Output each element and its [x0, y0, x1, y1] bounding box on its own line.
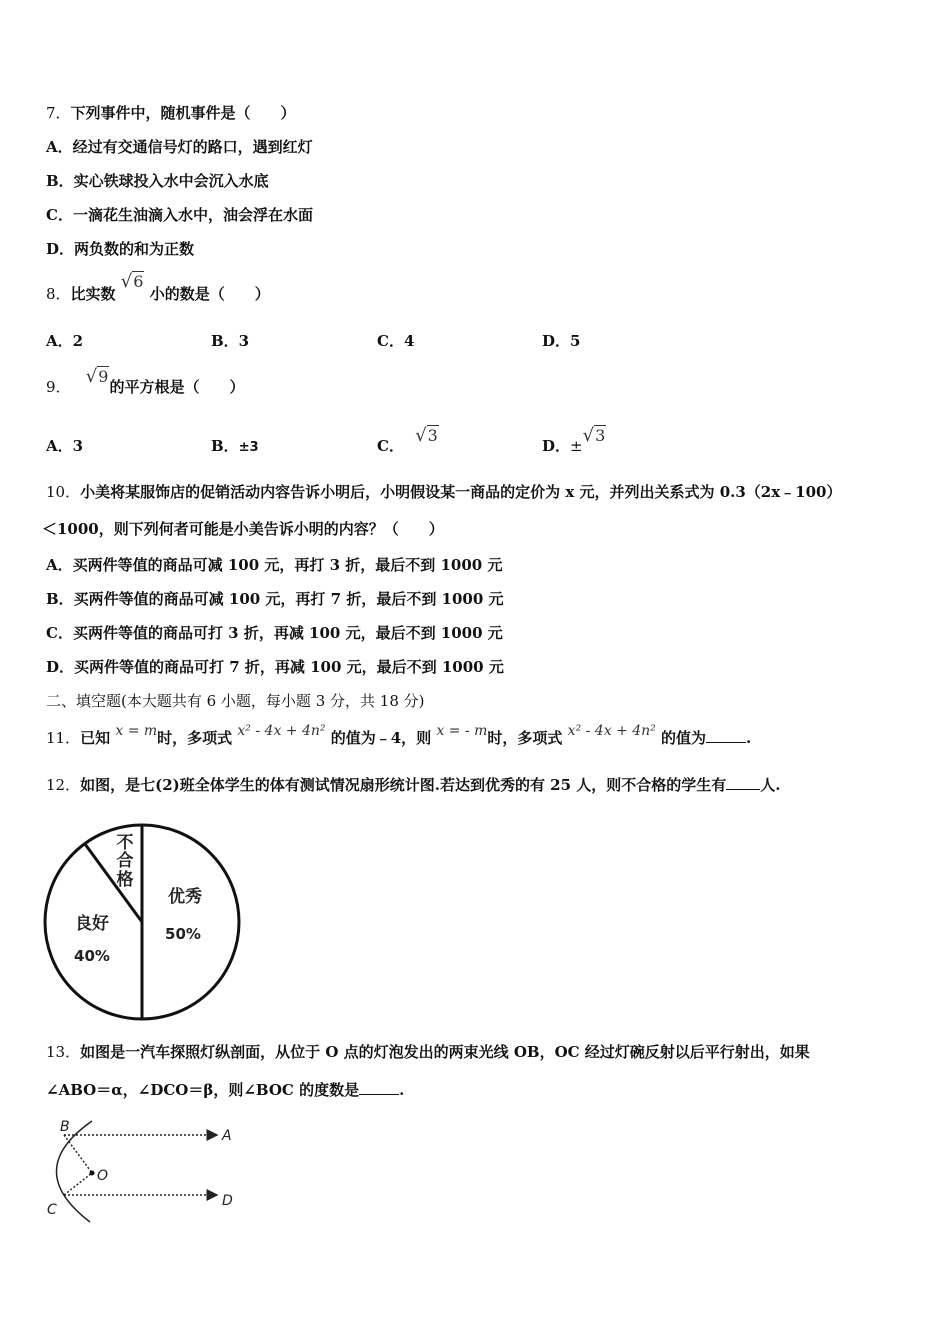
sqrt3-radicand-d: 3 [595, 426, 606, 445]
sqrt3-expression-d: √3 [582, 425, 606, 446]
q10-option-a: A．买两件等值的商品可减 100 元，再打 3 折，最后不到 1000 元 [46, 556, 503, 574]
plus-minus-sign: ± [570, 437, 583, 455]
q13-stem-line2 [46, 1080, 404, 1100]
q9-number: 9． [46, 378, 71, 396]
q13-answer-blank[interactable] [359, 1080, 399, 1095]
q10-option-c: C．买两件等值的商品可打 3 折，再减 100 元，最后不到 1000 元 [46, 624, 503, 642]
pie-label-fail-char2: 合 [116, 851, 134, 871]
q10-option-d: D．买两件等值的商品可打 7 折，再减 100 元，最后不到 1000 元 [46, 658, 504, 676]
q9-post: 的平方根是（ ） [109, 378, 245, 396]
q11-part4: 时，多项式 [487, 729, 563, 747]
q8-number: 8． [46, 285, 71, 303]
label-d: D [222, 1193, 233, 1209]
reflector-curve [56, 1121, 92, 1222]
q12-stem [46, 775, 781, 795]
q11-polynomial1: x² - 4x + 4n² [237, 723, 326, 739]
q7-option-c: C．一滴花生油滴入水中，油会浮在水面 [46, 206, 313, 224]
pie-label-fail-char1: 不 [116, 833, 134, 853]
q11-part2: 时，多项式 [157, 729, 233, 747]
q9-option-c-label: C． [377, 437, 404, 455]
point-o [90, 1171, 95, 1176]
q8-option-a: A．2 [46, 332, 84, 350]
sqrt3-radicand: 3 [427, 426, 438, 445]
q12-unit: 人. [760, 776, 781, 794]
q7-option-b: B．实心铁球投入水中会沉入水底 [46, 172, 269, 190]
q11-condition1: x = m [115, 723, 158, 739]
pie-chart-figure [40, 818, 246, 1024]
sqrt6-expression: √6 [120, 271, 144, 292]
ray-o-to-c [64, 1173, 92, 1195]
q8-option-d: D．5 [542, 332, 581, 350]
q7-number: 7． [46, 104, 71, 122]
q11-part5: 的值为 [661, 729, 707, 747]
label-b: B [60, 1119, 70, 1135]
sqrt3-expression: √3 [415, 425, 438, 446]
q13-period: . [399, 1081, 405, 1099]
pie-label-fail-char3: 格 [116, 870, 134, 890]
q7-stem [46, 103, 296, 123]
q10-stem-line2: ＜1000，则下列何者可能是小美告诉小明的内容？（ ） [42, 520, 444, 538]
q7-option-d: D．两负数的和为正数 [46, 240, 195, 258]
sqrt6-radicand: 6 [133, 272, 144, 291]
q11-number: 11． [46, 729, 81, 747]
pie-pct-good: 40% [74, 947, 110, 965]
q12-answer-blank[interactable] [726, 775, 760, 790]
q7-option-a: A．经过有交通信号灯的路口，遇到红灯 [46, 138, 313, 156]
q9-option-b-label: B． [211, 437, 239, 455]
q10-text-line1: 小美将某服饰店的促销活动内容告诉小明后，小明假设某一商品的定价为 x 元，并列出关系式为 0.3（2x﹣100） [80, 483, 842, 501]
q13-text-line1: 如图是一汽车探照灯纵剖面，从位于 O 点的灯泡发出的两束光线 OB，OC 经过灯碗反射以后平行射出，如果 [80, 1043, 810, 1061]
label-c: C [47, 1202, 57, 1218]
q11-condition2: x = - m [436, 723, 488, 739]
q11-polynomial2: x² - 4x + 4n² [567, 723, 656, 739]
pie-label-good: 良好 [75, 914, 109, 934]
headlight-diagram [42, 1115, 242, 1227]
ray-o-to-b [64, 1135, 92, 1173]
q9-option-b [211, 436, 259, 458]
q13-text-line2: ∠ABO＝α，∠DCO＝β，则∠BOC 的度数是 [46, 1081, 360, 1099]
q11-stem [46, 723, 752, 749]
q11-part1: 已知 [80, 729, 111, 747]
q10-stem-line1 [46, 482, 842, 502]
q9-option-c [377, 425, 439, 456]
pie-label-fail [117, 833, 134, 890]
q9-option-d [542, 425, 606, 456]
label-o: O [97, 1168, 109, 1184]
q8-post: 小的数是（ ） [149, 285, 270, 303]
q9-option-a: A．3 [46, 437, 84, 455]
q10-option-b: B．买两件等值的商品可减 100 元，再打 7 折，最后不到 1000 元 [46, 590, 504, 608]
q9-option-d-label: D． [542, 437, 571, 455]
q8-pre: 比实数 [70, 285, 116, 303]
q11-period: . [746, 729, 752, 747]
q12-text: 如图，是七(2)班全体学生的体有测试情况扇形统计图.若达到优秀的有 25 人，则不合格的学生有 [80, 776, 727, 794]
q13-number: 13． [46, 1043, 81, 1061]
sqrt9-radicand: 9 [98, 367, 109, 386]
q11-part3: 的值为﹣4，则 [330, 729, 432, 747]
q11-answer-blank[interactable] [706, 728, 746, 743]
section-heading-fill-blank: 二、填空题(本大题共有 6 小题，每小题 3 分，共 18 分) [46, 692, 425, 710]
sqrt9-expression: √9 [85, 366, 109, 387]
q12-number: 12． [46, 776, 81, 794]
q8-stem [46, 271, 270, 304]
q9-option-b-value: ±3 [238, 440, 259, 455]
label-a: A [222, 1128, 232, 1144]
q10-number: 10． [46, 483, 81, 501]
q9-stem [46, 366, 245, 397]
pie-label-excellent: 优秀 [168, 887, 202, 907]
pie-pct-excellent: 50% [165, 925, 201, 943]
q7-text: 下列事件中，随机事件是（ ） [70, 104, 296, 122]
q8-option-c: C．4 [377, 332, 415, 350]
q13-stem-line1 [46, 1042, 810, 1062]
q8-option-b: B．3 [211, 332, 250, 350]
